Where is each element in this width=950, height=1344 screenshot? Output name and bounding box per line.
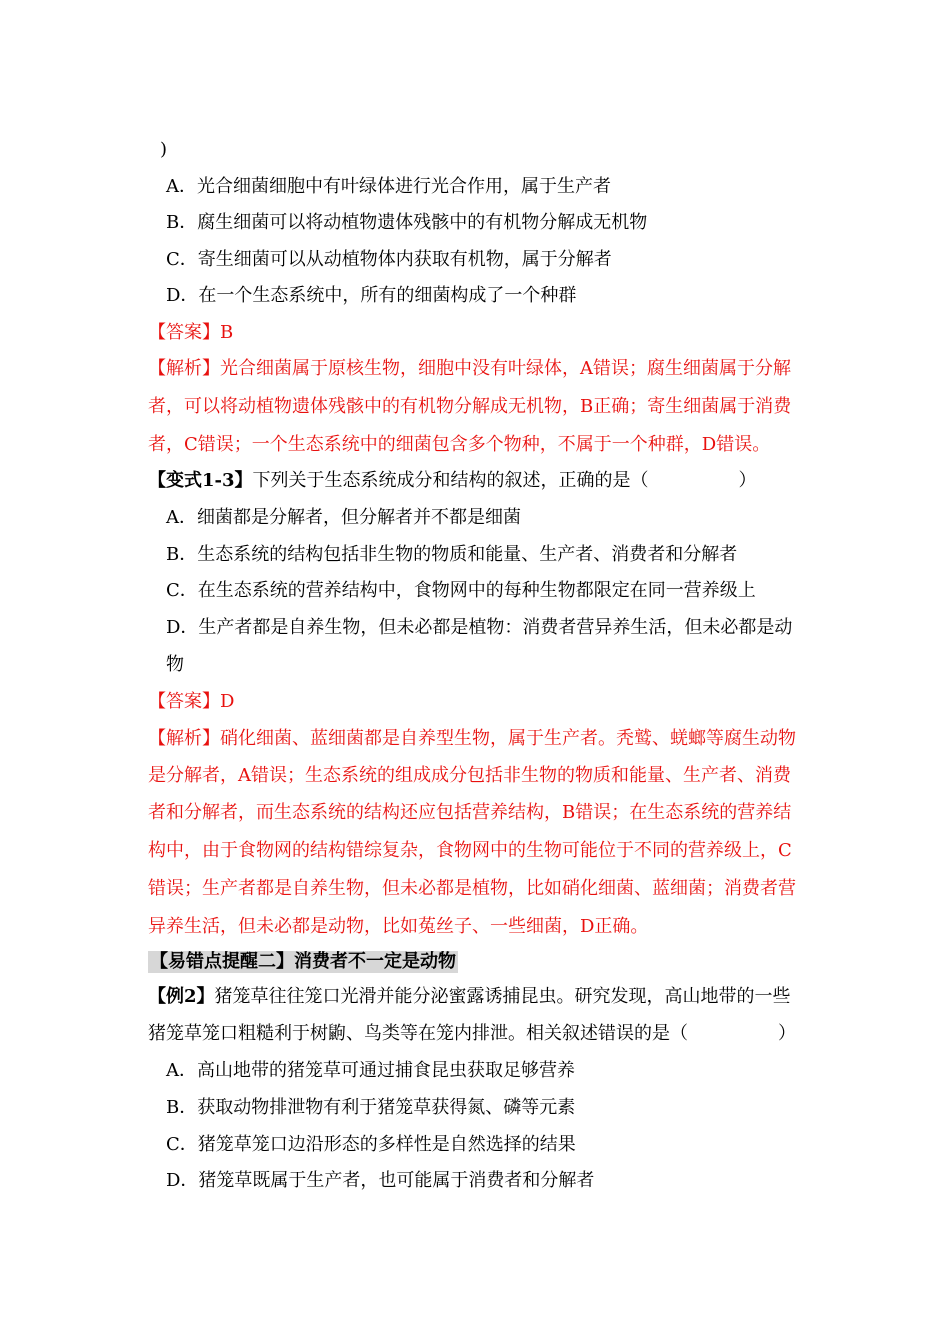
option-a: A．高山地带的猪笼草可通过捕食昆虫获取足够营养 (166, 1060, 575, 1081)
question-closing-paren: ) (160, 139, 168, 160)
analysis-line: 者，可以将动植物遗体残骸中的有机物分解成无机物，B正确；寄生细菌属于消费 (148, 396, 792, 417)
analysis-line: 者和分解者，而生态系统的结构还应包括营养结构，B错误；在生态系统的营养结 (148, 802, 792, 823)
question-text: 下列关于生态系统成分和结构的叙述，正确的是（ ） (252, 470, 757, 491)
reminder-heading: 【易错点提醒二】消费者不一定是动物 (150, 951, 456, 972)
question-stem (0, 470, 950, 492)
option-b: B．生态系统的结构包括非生物的物质和能量、生产者、消费者和分解者 (166, 544, 738, 565)
option-b: B．获取动物排泄物有利于猪笼草获得氮、磷等元素 (166, 1097, 576, 1118)
analysis-line: 构中，由于食物网的结构错综复杂，食物网中的生物可能位于不同的营养级上，C (148, 840, 792, 861)
option-d: D．生产者都是自养生物，但未必都是植物：消费者营异养生活，但未必都是动 (166, 617, 793, 638)
answer-line: 【答案】B (148, 322, 234, 343)
analysis-line: 是分解者，A错误；生态系统的组成成分包括非生物的物质和能量、生产者、消费 (148, 765, 791, 786)
option-d-continued: 物 (166, 654, 184, 675)
option-c: C．猪笼草笼口边沿形态的多样性是自然选择的结果 (166, 1134, 576, 1155)
option-d: D．猪笼草既属于生产者，也可能属于消费者和分解者 (166, 1170, 595, 1191)
reminder-heading-row (0, 951, 950, 973)
analysis-line: 异养生活，但未必都是动物，比如菟丝子、一些细菌，D正确。 (148, 916, 649, 937)
question-label: 【例2】 (148, 986, 215, 1007)
option-b: B．腐生细菌可以将动植物遗体残骸中的有机物分解成无机物 (166, 212, 648, 233)
option-c: C．寄生细菌可以从动植物体内获取有机物，属于分解者 (166, 249, 612, 270)
question-text-continued: 猪笼草笼口粗糙利于树鼩、鸟类等在笼内排泄。相关叙述错误的是（ ） (148, 1023, 796, 1044)
option-a: A．光合细菌细胞中有叶绿体进行光合作用，属于生产者 (166, 176, 611, 197)
answer-line: 【答案】D (148, 691, 235, 712)
question-label: 【变式1-3】 (148, 470, 253, 491)
analysis-line: 错误；生产者都是自养生物，但未必都是植物，比如硝化细菌、蓝细菌；消费者营 (148, 878, 796, 899)
analysis-line: 者，C错误；一个生态系统中的细菌包含多个物种，不属于一个种群，D错误。 (148, 434, 771, 455)
question-stem (0, 986, 950, 1008)
analysis-line: 【解析】光合细菌属于原核生物，细胞中没有叶绿体，A错误；腐生细菌属于分解 (148, 358, 791, 379)
option-a: A．细菌都是分解者，但分解者并不都是细菌 (166, 507, 521, 528)
question-text: 猪笼草往往笼口光滑并能分泌蜜露诱捕昆虫。研究发现，高山地带的一些 (214, 986, 791, 1007)
option-c: C．在生态系统的营养结构中，食物网中的每种生物都限定在同一营养级上 (166, 580, 756, 601)
option-d: D．在一个生态系统中，所有的细菌构成了一个种群 (166, 285, 577, 306)
analysis-line: 【解析】硝化细菌、蓝细菌都是自养型生物，属于生产者。秃鹫、蜣螂等腐生动物 (148, 728, 796, 749)
